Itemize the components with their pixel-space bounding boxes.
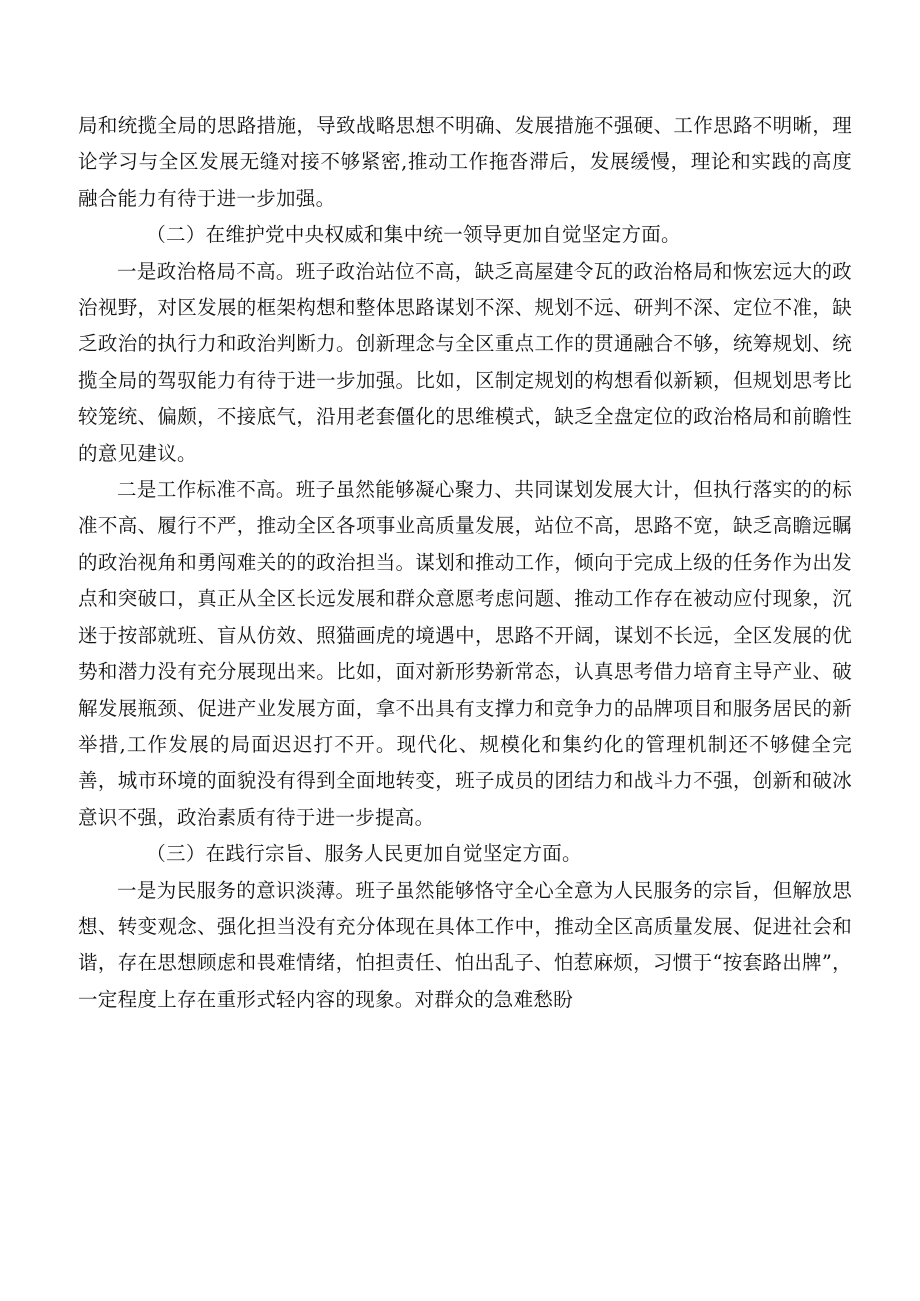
section-heading-2: （二）在维护党中央权威和集中统一领导更加自觉坚定方面。 <box>146 223 681 247</box>
body-paragraph-work-standard: 二是工作标准不高。班子虽然能够凝心聚力、共同谋划发展大计，但执行落实的的标准不高、履行不严，推动全区各项事业高质量发展，站位不高，思路不宽，缺乏高瞻远瞩的政治视角和勇闯难关的的政治担当。谋划和推动工作，倾向于完成上级的任务作为出发点和突破口，真正从全区长远发展和群众意愿考虑问题、推动工作存在被动应付现象，沉迷于按部就班、盲从仿效、照猫画虎的境遇中，思路不开阔，谋划不长远，全区发展的优势和潜力没有充分展现出来。比如，面对新形势新常态，认真思考借力培育主导产业、破解发展瓶颈、促进产业发展方面，拿不出具有支撑力和竞争力的品牌项目和服务居民的新举措,工作发展的局面迟迟打不开。现代化、规模化和集约化的管理机制还不够健全完善，城市环境的面貌没有得到全面地转变，班子成员的团结力和战斗力不强，创新和破冰意识不强，政治素质有待于进一步提高。 <box>78 478 852 829</box>
section-heading-3: （三）在践行宗旨、服务人民更加自觉坚定方面。 <box>146 842 582 866</box>
document-body <box>78 108 852 1018</box>
body-paragraph-political-pattern: 一是政治格局不高。班子政治站位不高，缺乏高屋建令瓦的政治格局和恢宏远大的政治视野，对区发展的框架构想和整体思路谋划不深、规划不远、研判不深、定位不准，缺乏政治的执行力和政治判断力。创新理念与全区重点工作的贯通融合不够，统筹规划、统揽全局的驾驭能力有待于进一步加强。比如，区制定规划的构想看似新颖，但规划思考比较笼统、偏颇，不接底气，沿用老套僵化的思维模式，缺乏全盘定位的政治格局和前瞻性的意见建议。 <box>78 259 852 465</box>
body-paragraph-service-awareness: 一是为民服务的意识淡薄。班子虽然能够恪守全心全意为人民服务的宗旨，但解放思想、转变观念、强化担当没有充分体现在具体工作中，推动全区高质量发展、促进社会和谐，存在思想顾虑和畏难情绪，怕担责任、怕出乱子、怕惹麻烦，习惯于“按套路出牌”，一定程度上存在重形式轻内容的现象。对群众的急难愁盼 <box>78 878 852 1011</box>
body-paragraph-1: 局和统揽全局的思路措施，导致战略思想不明确、发展措施不强硬、工作思路不明晰，理论学习与全区发展无缝对接不够紧密,推动工作拖沓滞后，发展缓慢，理论和实践的高度融合能力有待于进一步加强。 <box>78 114 852 210</box>
